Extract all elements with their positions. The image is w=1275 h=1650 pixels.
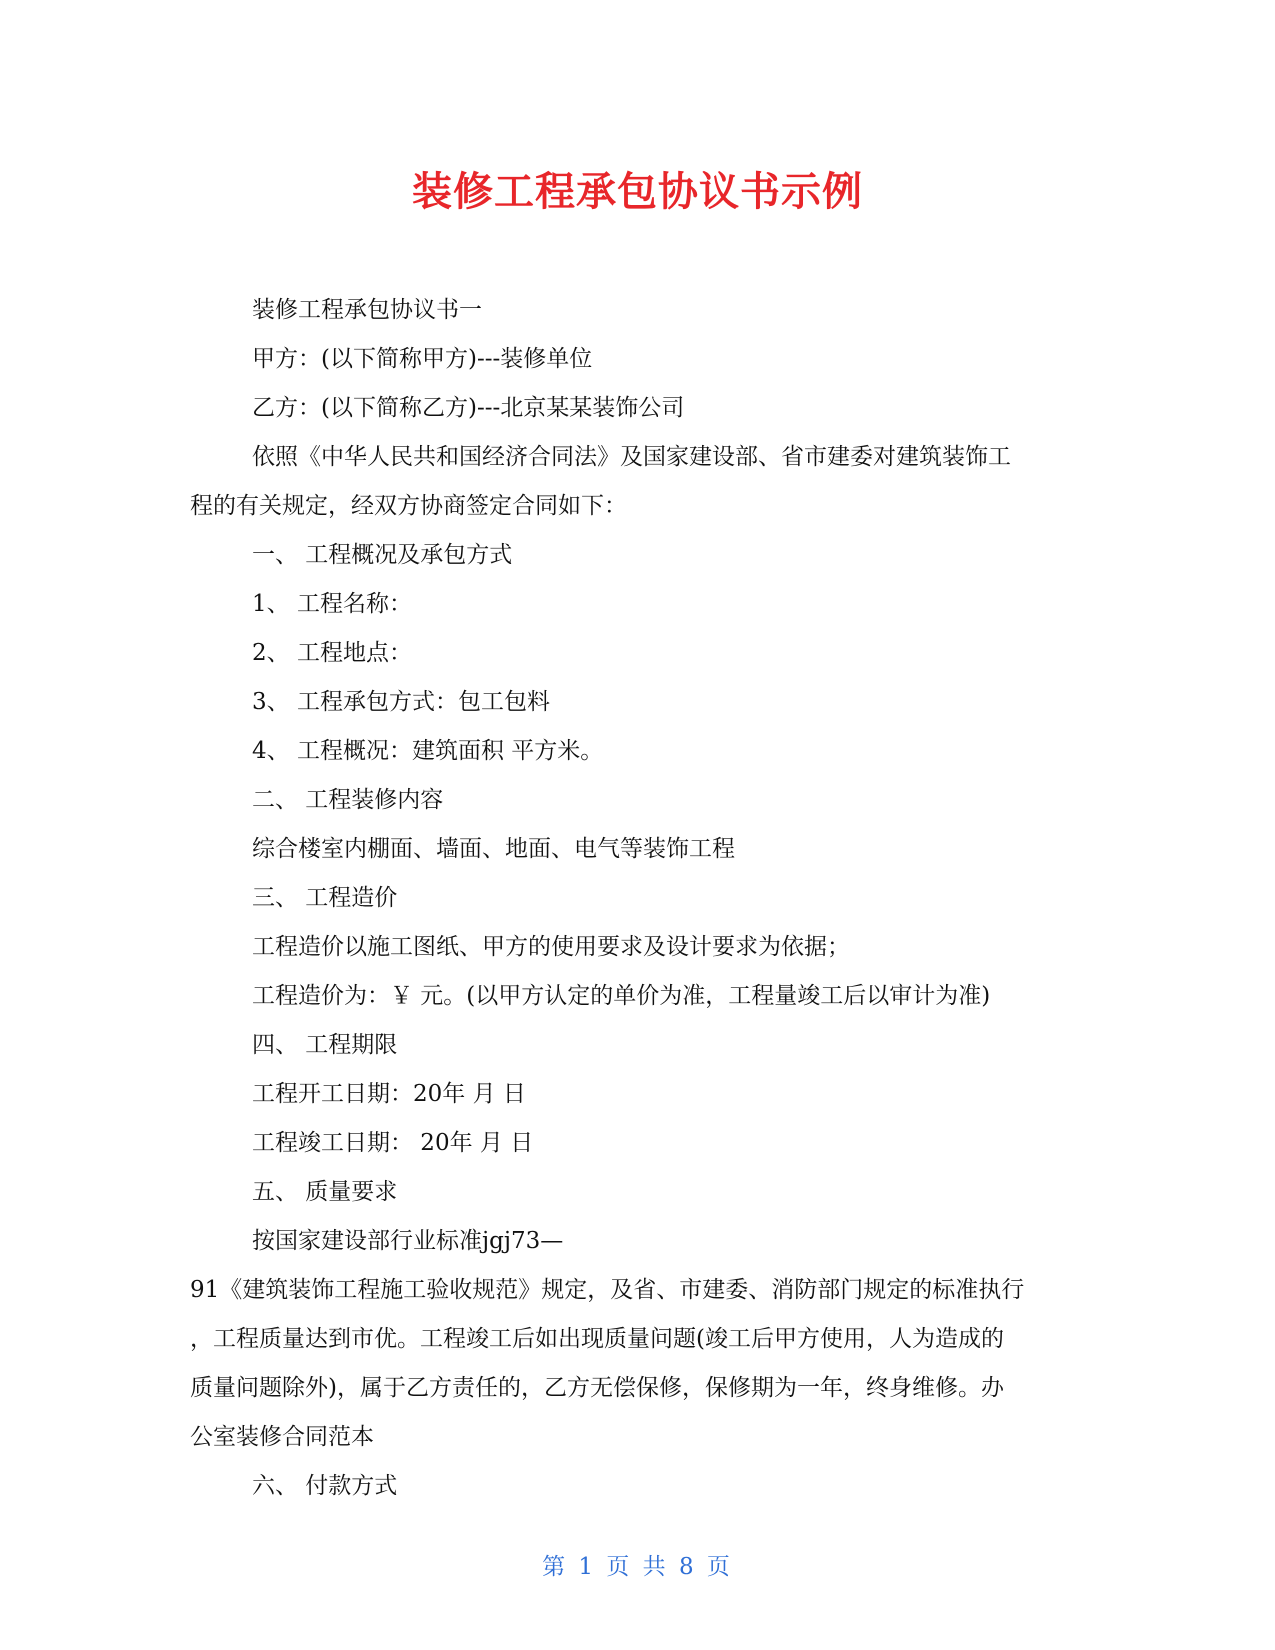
- quality-line-2: 91《建筑装饰工程施工验收规范》规定，及省、市建委、消防部门规定的标准执行: [190, 1277, 1025, 1303]
- list-item-project-location: 2、 工程地点：: [252, 640, 412, 666]
- quality-line-3: ，工程质量达到市优。工程竣工后如出现质量问题(竣工后甲方使用，人为造成的: [190, 1326, 1004, 1352]
- decoration-content: 综合楼室内棚面、墙面、地面、电气等装饰工程: [252, 836, 735, 862]
- section-heading-1: 一、 工程概况及承包方式: [252, 542, 513, 568]
- section-heading-5: 五、 质量要求: [252, 1179, 398, 1205]
- preamble-line-2: 程的有关规定，经双方协商签定合同如下：: [190, 493, 627, 519]
- list-item-project-name: 1、 工程名称：: [252, 591, 412, 617]
- quality-line-1: 按国家建设部行业标准jgj73—: [252, 1228, 564, 1254]
- section-heading-4: 四、 工程期限: [252, 1032, 398, 1058]
- list-item-contract-method: 3、 工程承包方式：包工包料: [252, 689, 550, 715]
- preamble-line-1: 依照《中华人民共和国经济合同法》及国家建设部、省市建委对建筑装饰工: [252, 444, 1011, 470]
- document-body: [190, 286, 1090, 1511]
- completion-date: 工程竣工日期： 20年 月 日: [252, 1130, 534, 1156]
- section-heading-3: 三、 工程造价: [252, 885, 398, 911]
- paragraph-heading: 装修工程承包协议书一: [252, 297, 482, 323]
- party-b-line: 乙方：(以下简称乙方)---北京某某装饰公司: [252, 395, 685, 421]
- start-date: 工程开工日期：20年 月 日: [252, 1081, 526, 1107]
- document-title: 装修工程承包协议书示例: [412, 169, 863, 215]
- cost-amount: 工程造价为：￥ 元。(以甲方认定的单价为准，工程量竣工后以审计为准): [252, 983, 991, 1009]
- page-number-footer: 第 1 页 共 8 页: [542, 1554, 733, 1580]
- section-heading-2: 二、 工程装修内容: [252, 787, 444, 813]
- quality-line-5: 公室装修合同范本: [190, 1424, 374, 1450]
- list-item-project-overview: 4、 工程概况：建筑面积 平方米。: [252, 738, 604, 764]
- section-heading-6: 六、 付款方式: [252, 1473, 398, 1499]
- cost-basis: 工程造价以施工图纸、甲方的使用要求及设计要求为依据；: [252, 934, 850, 960]
- party-a-line: 甲方：(以下简称甲方)---装修单位: [252, 346, 593, 372]
- quality-line-4: 质量问题除外)，属于乙方责任的，乙方无偿保修，保修期为一年，终身维修。办: [190, 1375, 1004, 1401]
